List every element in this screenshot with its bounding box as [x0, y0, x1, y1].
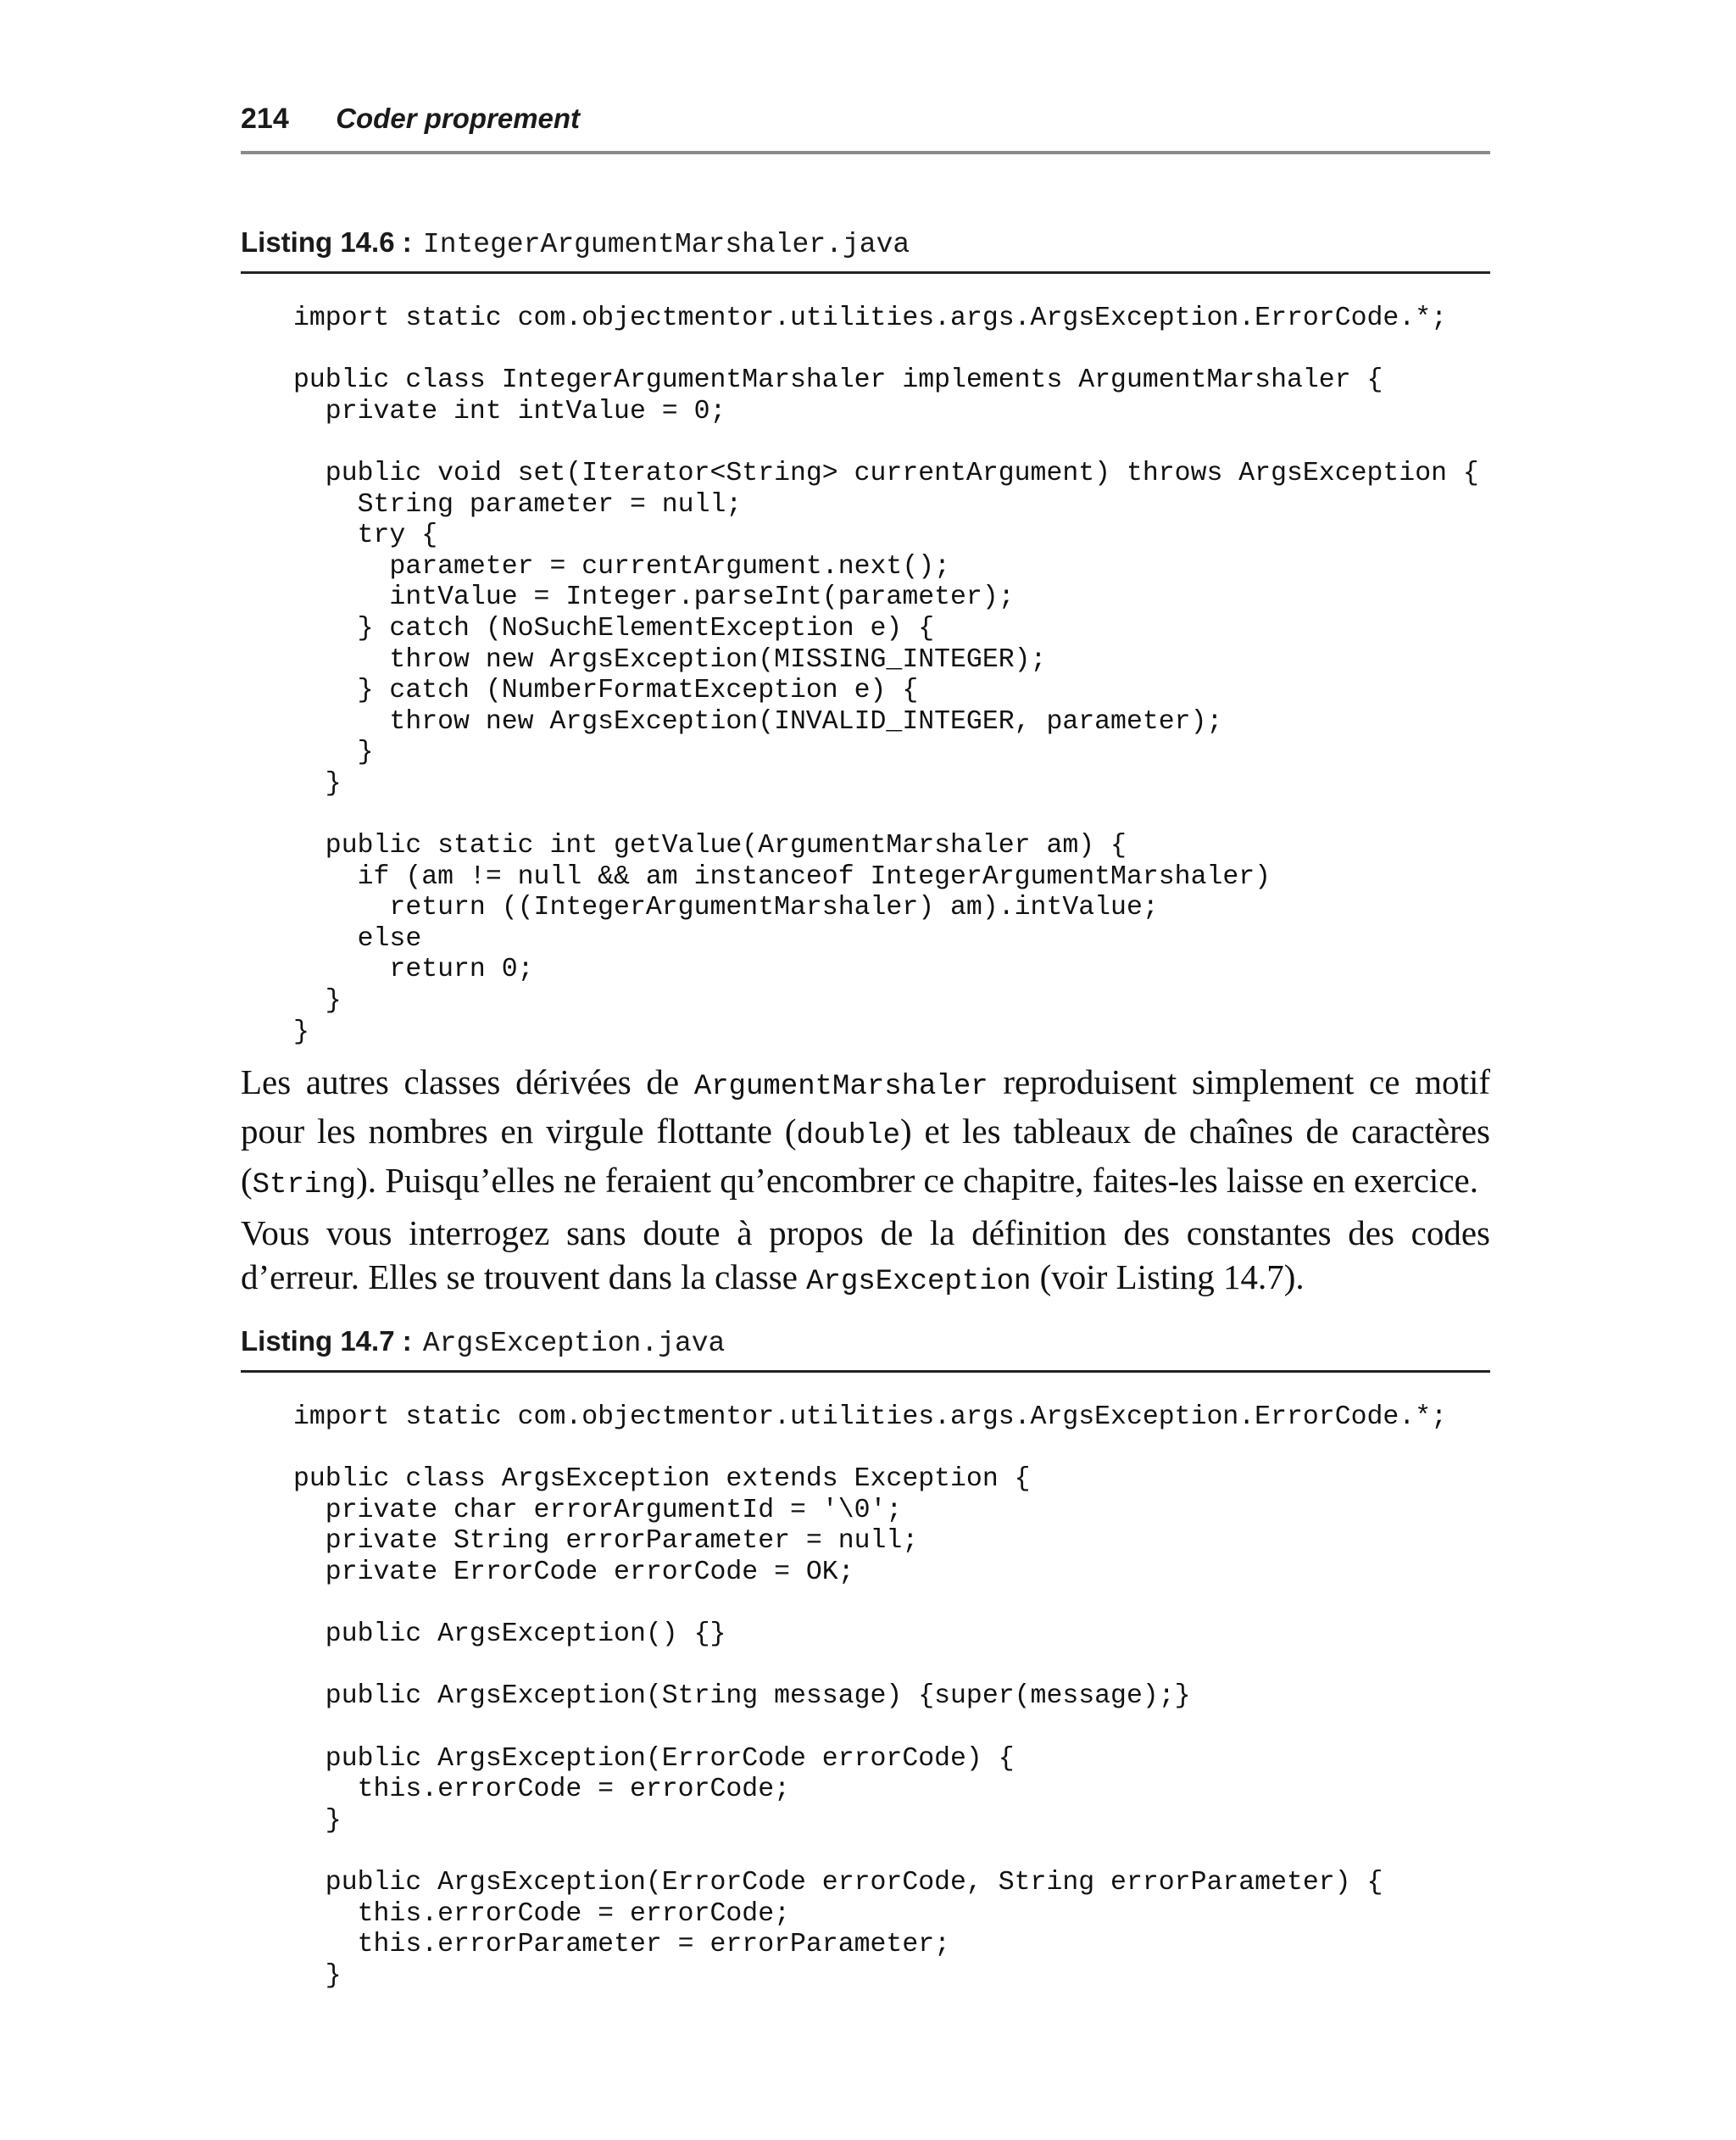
listing-label: Listing 14.6 :	[241, 226, 412, 258]
code-block-integer-argument-marshaler: import static com.objectmentor.utilities.args.ArgsException.ErrorCode.*; public class IntegerArgumentMarshaler implements ArgumentMarshaler { private int intValue = 0; public void set(Iterator<String> currentArgument) throws ArgsException { String parameter = null; try { parameter = currentArgument.next(); intValue = Integer.parseInt(parameter); } catch (NoSuchElementException e) { throw new ArgsException(MISSING_INTEGER); } catch (NumberFormatException e) { throw new ArgsException(INVALID_INTEGER, parameter); } } public static int getValue(ArgumentMarshaler am) { if (am != null && am instanceof IntegerArgumentMarshaler) return ((IntegerArgumentMarshaler) am).intValue; else return 0; } }	[293, 304, 1479, 1047]
paragraph-text: ). Puisqu’elles ne feraient qu’encombrer ce chapitre, faites-les laisse en exercice.	[356, 1161, 1478, 1200]
listing-filename: IntegerArgumentMarshaler.java	[422, 229, 910, 260]
listing-14-7-caption	[241, 1324, 1490, 1373]
body-paragraph	[241, 1060, 1490, 1207]
inline-code: ArgsException	[806, 1266, 1032, 1298]
paragraph-text: reproduisent simplement ce motif pour les nombres en virgule flottante (	[241, 1062, 1490, 1151]
book-title: Coder proprement	[336, 103, 581, 134]
listing-filename: ArgsException.java	[422, 1328, 726, 1359]
inline-code: double	[796, 1120, 900, 1152]
listing-label: Listing 14.7 :	[241, 1325, 412, 1357]
running-header	[241, 100, 1490, 154]
code-block-args-exception: import static com.objectmentor.utilities.args.ArgsException.ErrorCode.*; public class ArgsException extends Exception { private char errorArgumentId = '\0'; private String errorParameter = null; private ErrorCode errorCode = OK; public ArgsException() {} public ArgsException(String message) {super(message);} public ArgsException(ErrorCode errorCode) { this.errorCode = errorCode; } public ArgsException(ErrorCode errorCode, String errorParameter) { this.errorCode = errorCode; this.errorParameter = errorParameter; }	[293, 1402, 1448, 1991]
paragraph-text: ) et les tableaux de chaînes de caractères (	[241, 1112, 1490, 1200]
listing-14-6-caption	[241, 226, 1490, 274]
paragraph-text: (voir Listing 14.7).	[1031, 1257, 1305, 1296]
inline-code: ArgumentMarshaler	[693, 1071, 988, 1103]
paragraph-text: Vous vous interrogez sans doute à propos de la définition des constantes des codes d’erreur. Elles se trouvent dans la classe	[241, 1213, 1490, 1296]
inline-code: String	[252, 1169, 357, 1201]
page-number: 214	[241, 103, 289, 135]
body-paragraph	[241, 1211, 1490, 1304]
paragraph-text: Les autres classes dérivées de	[241, 1062, 694, 1101]
